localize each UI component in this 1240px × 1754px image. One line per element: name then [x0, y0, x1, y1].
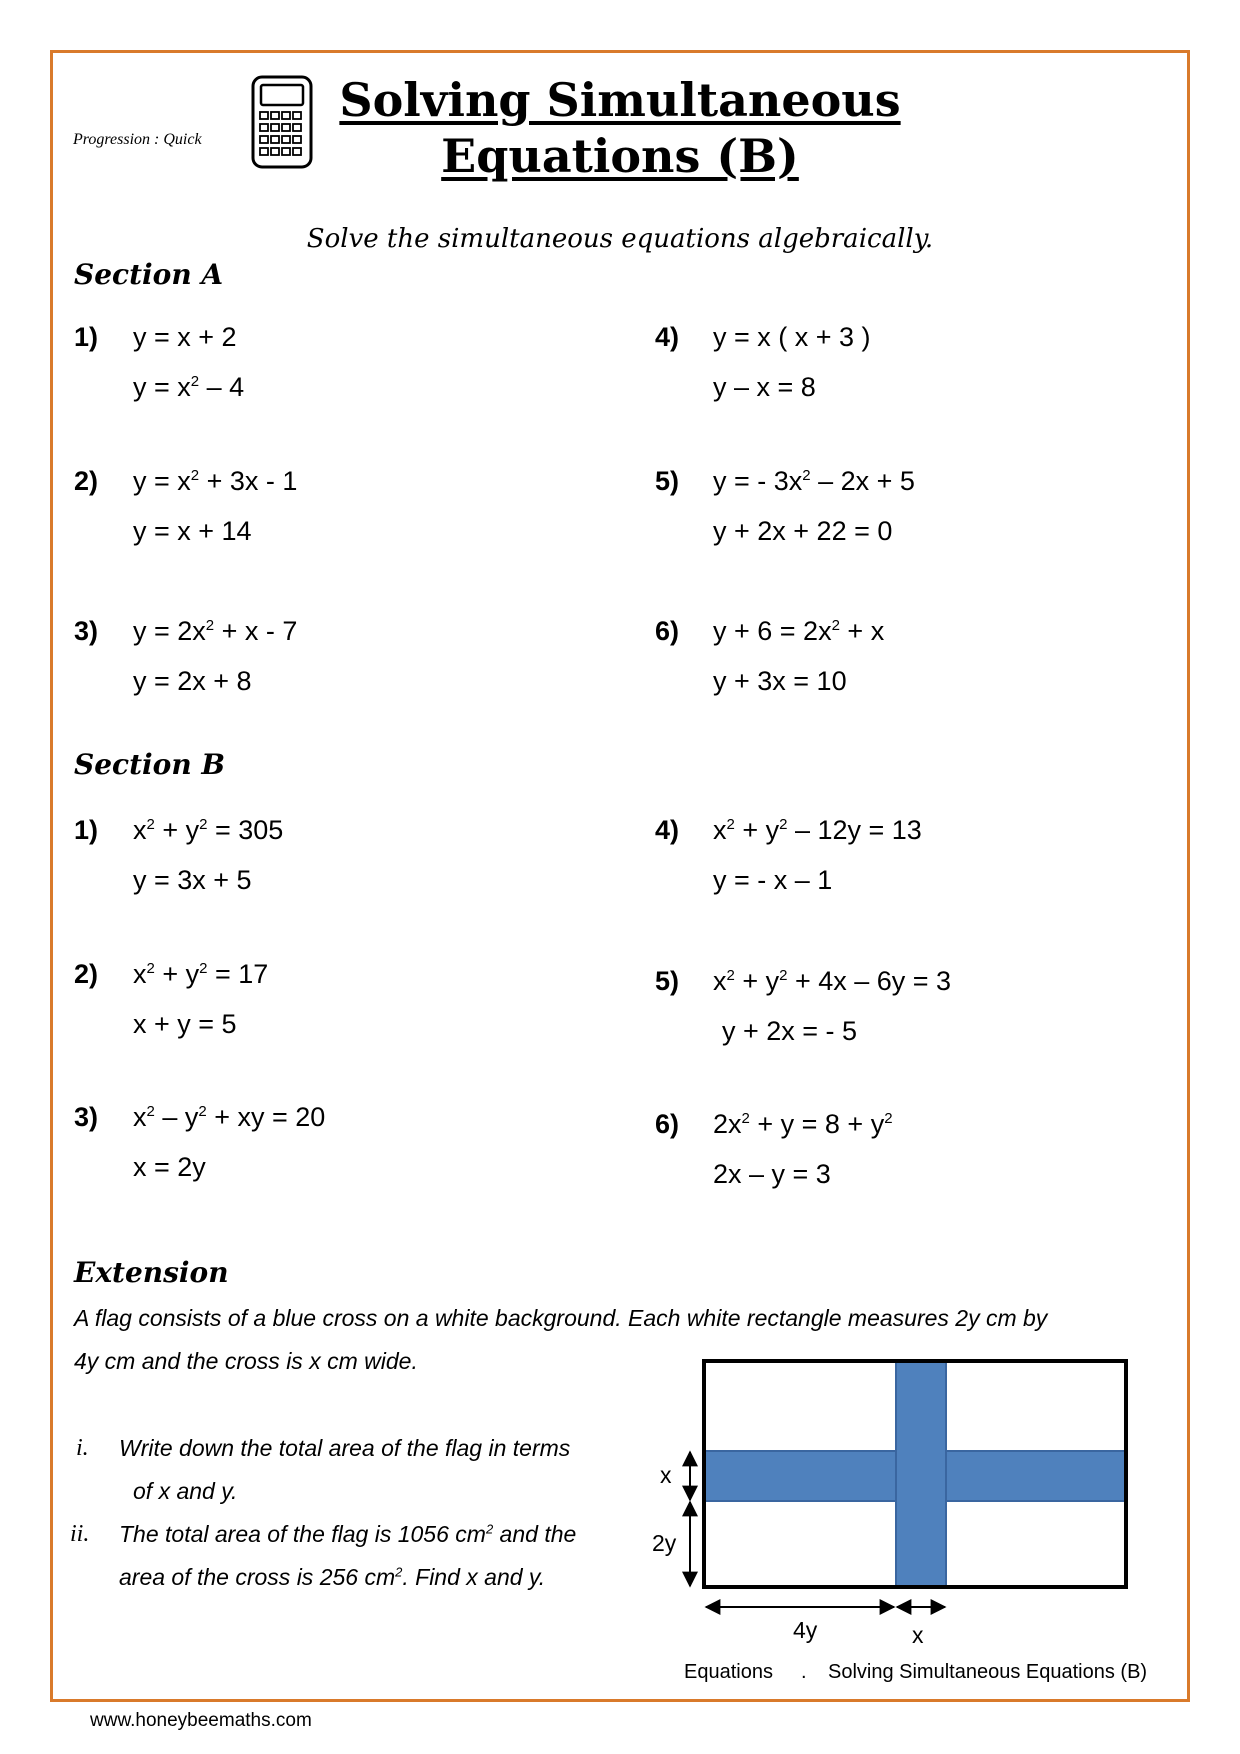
- section-b-q5-number: 5): [655, 966, 680, 996]
- section-a-q1-eq1: y = x + 2: [133, 322, 237, 352]
- section-a-q1-eq2: $y = x^2 - 4$: [133, 372, 245, 402]
- section-b-q6-eq1: $2x^2 + y = 8 + y^2$: [713, 1109, 893, 1139]
- label-x-bottom: x: [912, 1622, 924, 1648]
- section-a-q6-eq2: y + 3x = 10: [713, 666, 847, 696]
- footer-topic: Equations: [684, 1661, 773, 1683]
- section-a-q5-number: 5): [655, 466, 680, 496]
- section-a-q5-eq2: y + 2x + 22 = 0: [713, 516, 893, 546]
- instruction-text: Solve the simultaneous equations algebraically.: [306, 224, 934, 254]
- section-b-q3-eq2: x = 2y: [133, 1152, 206, 1182]
- section-a-q4-eq2: y – x = 8: [713, 372, 816, 402]
- section-b-q2-eq2: x + y = 5: [133, 1009, 237, 1039]
- title-line-1: Solving Simultaneous: [339, 73, 901, 127]
- section-b-q2-eq1: $x^2 + y^2 = 17$: [133, 959, 269, 989]
- section-a-q2-eq2: y = x + 14: [133, 516, 252, 546]
- section-a-q1-number: 1): [74, 322, 99, 352]
- label-2y: 2y: [652, 1530, 677, 1556]
- section-a-q4-eq1: y = x ( x + 3 ): [713, 322, 871, 352]
- section-b-q4-number: 4): [655, 815, 680, 845]
- section-b-q4-eq1: $x^2 + y^2 - 12y = 13$: [713, 815, 922, 845]
- section-b-q4-eq2: y = - x – 1: [713, 865, 833, 895]
- section-a-heading: Section A: [74, 258, 224, 291]
- section-a-q3-eq1: $y = 2x^2 + x - 7$: [133, 616, 298, 646]
- title-line-2: Equations (B): [441, 129, 799, 183]
- website-link[interactable]: www.honeybeemaths.com: [90, 1710, 312, 1731]
- section-a-q5-eq1: y = - $3x^2 - 2x + 5$: [713, 466, 915, 496]
- label-x-side: x: [660, 1462, 672, 1488]
- extension-heading: Extension: [74, 1256, 229, 1289]
- part-ii-line-1: The total area of the flag is 1056 $cm^2$ and the: [119, 1521, 577, 1547]
- section-a-q6-eq1: $y + 6 = 2x^2 + x$: [713, 616, 885, 646]
- footer-separator: .: [801, 1661, 807, 1683]
- section-b-q3-eq1: $x^2 - y^2$ + xy = 20: [133, 1102, 326, 1132]
- section-b-q6-number: 6): [655, 1109, 680, 1139]
- section-a-q2-number: 2): [74, 466, 99, 496]
- extension-intro-line-1: A flag consists of a blue cross on a white background. Each white rectangle measures 2y cm by: [74, 1305, 1048, 1331]
- section-a-q3-eq2: y = 2x + 8: [133, 666, 252, 696]
- part-i-marker: i.: [76, 1435, 89, 1461]
- section-b-heading: Section B: [74, 748, 226, 781]
- progression-label: Progression : Quick: [73, 131, 202, 148]
- page-title: [300, 72, 940, 184]
- part-ii-line-2: area of the cross is 256 $cm^2$. Find x and y.: [119, 1564, 546, 1590]
- section-a-q2-eq1: $y = x^2 + 3x - 1$: [133, 466, 298, 496]
- section-b-q5-eq2: y + 2x = - 5: [722, 1016, 858, 1046]
- section-a-q3-number: 3): [74, 616, 99, 646]
- section-a-q6-number: 6): [655, 616, 680, 646]
- section-b-q1-eq1: $x^2 + y^2 = 305$: [133, 815, 284, 845]
- part-i-line-2: of x and y.: [133, 1478, 238, 1504]
- section-b-q5-eq1: $x^2 + y^2 + 4x - 6y = 3$: [713, 966, 952, 996]
- label-4y: 4y: [793, 1617, 818, 1643]
- section-b-q6-eq2: 2x – y = 3: [713, 1159, 831, 1189]
- section-b-q1-eq2: y = 3x + 5: [133, 865, 252, 895]
- section-b-q2-number: 2): [74, 959, 99, 989]
- part-i-line-1: Write down the total area of the flag in terms: [119, 1435, 571, 1461]
- part-ii-marker: ii.: [70, 1521, 90, 1547]
- section-b-q3-number: 3): [74, 1102, 99, 1132]
- extension-intro-line-2: 4y cm and the cross is x cm wide.: [74, 1348, 418, 1374]
- section-b-q1-number: 1): [74, 815, 99, 845]
- footer-worksheet-title: Solving Simultaneous Equations (B): [828, 1661, 1148, 1683]
- section-a-q4-number: 4): [655, 322, 680, 352]
